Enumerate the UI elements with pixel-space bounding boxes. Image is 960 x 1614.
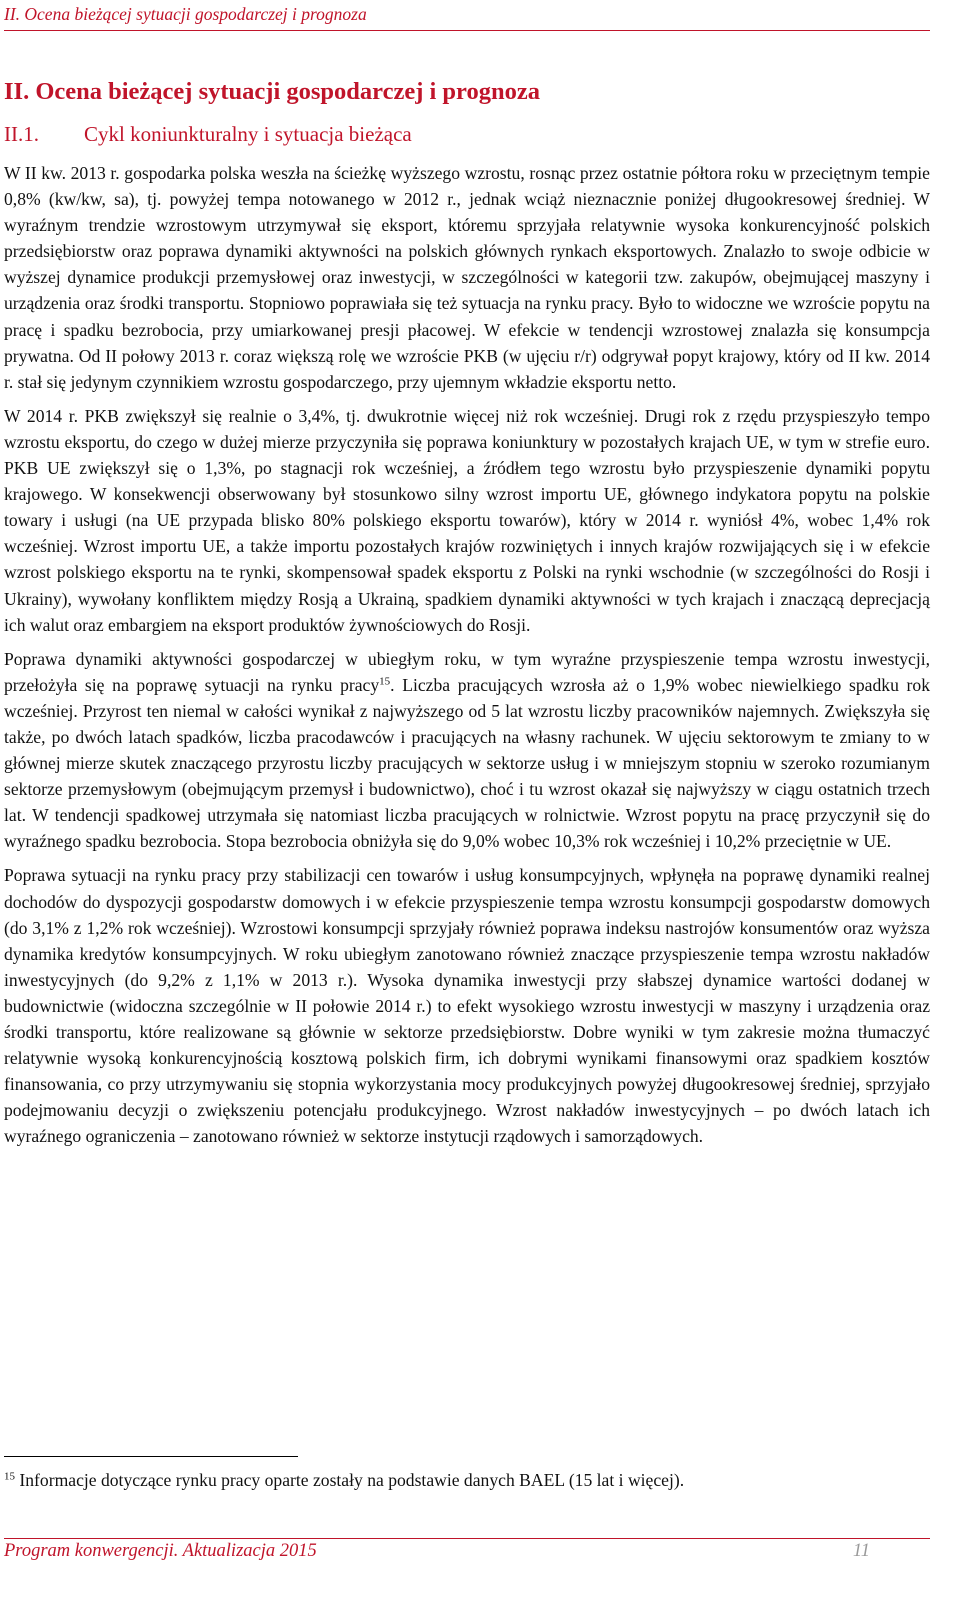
- footnote-reference[interactable]: 15: [379, 675, 391, 688]
- footnote: [4, 1470, 930, 1491]
- section-title: II. Ocena bieżącej sytuacji gospodarczej i prognoza: [4, 78, 540, 105]
- running-footer: [4, 1538, 930, 1562]
- paragraph-3-text-after: . Liczba pracujących wzrosła aż o 1,9% wobec niewielkiego spadku rok wcześniej. Przyrost ten niemal w całości wynikał z najwyższego od 5 lat wzrostu liczby pracowników najemnych. Zwiększyła się także, po dwóch latach spadków, liczba pracodawców i pracujących na własny rachunek. W ujęciu sektorowym te zmiany to w głównej mierze skutek znaczącego przyrostu liczby pracujących w sektorze usług i w mniejszym stopniu w szeroko rozumianym sektorze przemysłowym (obejmującym przemysł i budownictwo), choć i tu wzrost okazał się najwyższy w ciągu ostatnich trzech lat. W tendencji spadkowej utrzymała się natomiast liczba pracujących w rolnictwie. Wzrost popytu na pracę przyczynił się do wyraźnego spadku bezrobocia. Stopa bezrobocia obniżyła się do 9,0% wobec 10,3% rok wcześniej i 10,2% przeciętnie w UE.: [4, 674, 930, 852]
- paragraph-4: Poprawa sytuacji na rynku pracy przy stabilizacji cen towarów i usług konsumpcyjnych, wpłynęła na poprawę dynamiki realnej dochodów do dyspozycji gospodarstw domowych i w efekcie przyspieszenie tempa wzrostu konsumpcji gospodarstw domowych (do 3,1% z 1,2% rok wcześniej). Wzrostowi konsumpcji sprzyjały również poprawa indeksu nastrojów konsumentów oraz wyższa dynamika kredytów konsumpcyjnych. W roku ubiegłym zanotowano również znaczące przyspieszenie tempa wzrostu nakładów inwestycyjnych (do 9,2% z 1,1% w 2013 r.). Wysoka dynamika inwestycji przy słabszej dynamice wartości dodanej w budownictwie (widoczna szczególnie w II połowie 2014 r.) to efekt wysokiego wzrostu inwestycji w maszyny i urządzenia oraz środki transportu, które realizowane są głównie w sektorze przedsiębiorstw. Dobre wyniki w tym zakresie można tłumaczyć relatywnie wysoką konkurencyjnością kosztową polskich firm, ich dobrymi wynikami finansowymi oraz spadkiem kosztów finansowania, co przy utrzymywaniu się stopnia wykorzystania mocy produkcyjnych powyżej długookresowej średniej, sprzyjało podejmowaniu decyzji o zwiększeniu potencjału produkcyjnego. Wzrost nakładów inwestycyjnych – po dwóch latach ich wyraźnego ograniczenia – zanotowano również w sektorze instytucji rządowych i samorządowych.: [4, 865, 930, 1147]
- running-header: II. Ocena bieżącej sytuacji gospodarczej i prognoza: [4, 4, 930, 31]
- paragraph-3: [4, 646, 930, 855]
- paragraph-3-text-before: Poprawa dynamiki aktywności gospodarczej w ubiegłym roku, w tym wyraźne przyspieszenie tempa wzrostu inwestycji, przełożyła się na poprawę sytuacji na rynku pracy: [4, 648, 930, 695]
- document-body: [4, 160, 930, 1157]
- paragraph-1: W II kw. 2013 r. gospodarka polska weszła na ścieżkę wyższego wzrostu, rosnąc przez ostatnie półtora roku w przeciętnym tempie 0,8% (kw/kw, sa), tj. powyżej tempa notowanego w 2012 r., jednak wciąż nieznacznie poniżej długookresowej średniej. W wyraźnym trendzie wzrostowym utrzymywał się eksport, któremu sprzyjała relatywnie wysoka konkurencyjność polskich przedsiębiorstw oraz poprawa dynamiki aktywności na polskich głównych rynkach eksportowych. Znalazło to swoje odbicie w wyższej dynamice produkcji przemysłowej oraz inwestycji, w szczególności w kategorii tzw. zakupów, obejmującej maszyny i urządzenia oraz środki transportu. Stopniowo poprawiała się też sytuacja na rynku pracy. Było to widoczne we wzroście popytu na pracę i spadku bezrobocia, przy umiarkowanej presji płacowej. W efekcie w tendencji wzrostowej znalazła się konsumpcja prywatna. Od II połowy 2013 r. coraz większą rolę we wzroście PKB (w ujęciu r/r) odgrywał popyt krajowy, który od II kw. 2014 r. stał się jedynym czynnikiem wzrostu gospodarczego, przy ujemnym wkładzie eksportu netto.: [4, 163, 930, 392]
- subsection-number: II.1.: [4, 122, 39, 146]
- paragraph-2: W 2014 r. PKB zwiększył się realnie o 3,4%, tj. dwukrotnie więcej niż rok wcześniej. Drugi rok z rzędu przyspieszyło tempo wzrostu eksportu, do czego w dużej mierze przyczyniła się poprawa koniunktury w pozostałych krajach UE, w tym w strefie euro. PKB UE zwiększył się o 1,3%, po stagnacji rok wcześniej, a źródłem tego wzrostu było przyspieszenie dynamiki popytu krajowego. W konsekwencji obserwowany był stosunkowo silny wzrost importu UE, głównego indykatora popytu na polskie towary i usługi (na UE przypada blisko 80% polskiego eksportu towarów), który w 2014 r. wyniósł 4%, wobec 1,4% rok wcześniej. Wzrost importu UE, a także importu pozostałych krajów rozwiniętych i innych krajów rozwijających się i w efekcie wzrost polskiego eksportu na te rynki, skompensował spadek eksportu z Polski na rynki wschodnie (w szczególności do Rosji i Ukrainy), wywołany konfliktem między Rosją a Ukrainą, spadkiem dynamiki aktywności w tych krajach i znaczącą deprecjacją ich walut oraz embargiem na eksport produktów żywnościowych do Rosji.: [4, 405, 930, 635]
- footnote-text: Informacje dotyczące rynku pracy oparte zostały na podstawie danych BAEL (15 lat i więcej).: [15, 1470, 685, 1490]
- subsection-heading: [4, 122, 412, 147]
- footer-title: Program konwergencji. Aktualizacja 2015: [4, 1541, 317, 1561]
- footnote-separator: [4, 1456, 298, 1457]
- page-number: 11: [852, 1541, 870, 1561]
- subsection-title: Cykl koniunkturalny i sytuacja bieżąca: [84, 122, 412, 146]
- footnote-number: 15: [4, 1470, 15, 1483]
